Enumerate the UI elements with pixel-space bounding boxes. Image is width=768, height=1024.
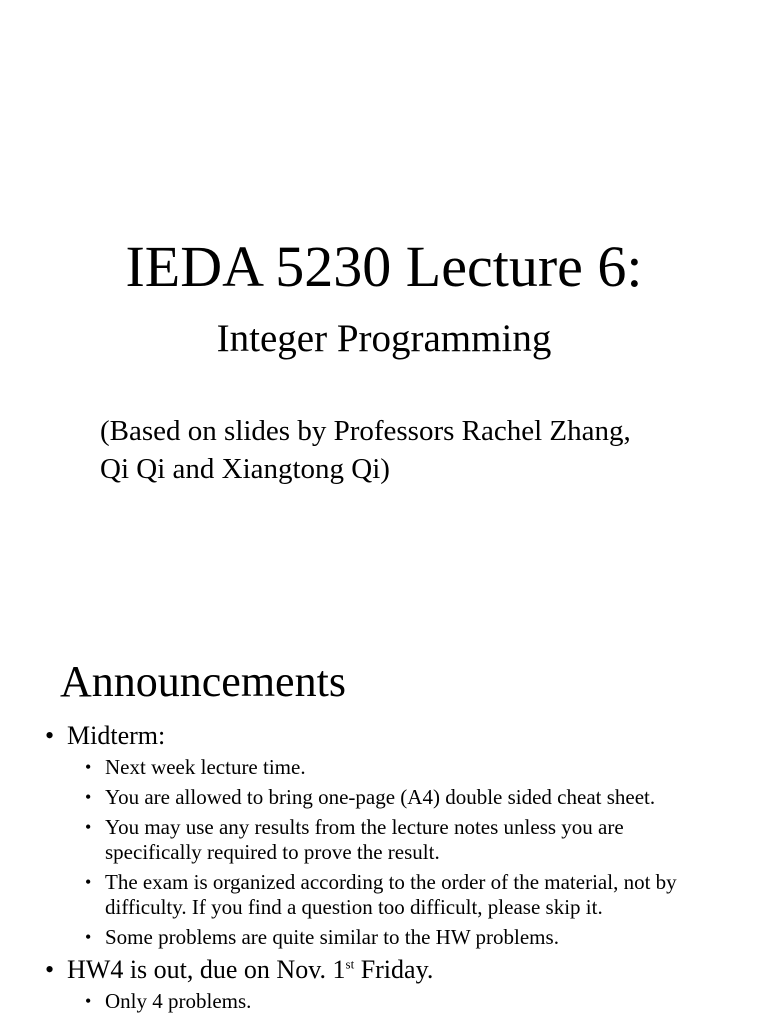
item-text: specifically required to prove the result. (105, 840, 440, 864)
list-item (67, 989, 755, 1014)
midterm-label: Midterm: (67, 721, 166, 750)
list-item-midterm (0, 721, 768, 950)
ordinal-suffix: st (345, 956, 355, 972)
list-item (67, 815, 755, 865)
slide-title: Announcements (60, 657, 346, 706)
item-text: The exam is organized according to the order of the material, not by (105, 870, 677, 894)
bullet-icon: • (85, 872, 92, 892)
item-text: You are allowed to bring one-page (A4) double sided cheat sheet. (105, 785, 656, 809)
announcements-slide (0, 512, 768, 1024)
list-item (67, 755, 755, 780)
credit-note (100, 412, 720, 488)
lecture-subtitle: Integer Programming (216, 317, 552, 360)
item-text: difficulty. If you find a question too difficult, please skip it. (105, 895, 603, 919)
item-text: Some problems are quite similar to the HW problems. (105, 925, 559, 949)
hw4-sublist (67, 989, 768, 1014)
bullet-icon: • (85, 757, 92, 777)
bullet-icon: • (85, 817, 92, 837)
list-item-hw4 (0, 955, 768, 1014)
bullet-icon: • (85, 991, 92, 1011)
bullet-icon: • (45, 955, 55, 984)
credit-line-1: (Based on slides by Professors Rachel Zhang, (100, 415, 631, 447)
item-text: Only 4 problems. (105, 989, 252, 1013)
list-item (67, 925, 755, 950)
item-text: Next week lecture time. (105, 755, 306, 779)
credit-line-2: Qi Qi and Xiangtong Qi) (100, 453, 390, 485)
midterm-sublist (67, 755, 768, 950)
bullet-icon: • (85, 787, 92, 807)
bullet-icon: • (45, 721, 55, 750)
bullet-icon: • (85, 927, 92, 947)
list-item (67, 870, 755, 920)
hw4-label: HW4 is out, due on Nov. 1st Friday. (67, 955, 434, 984)
announcement-list (0, 721, 768, 1019)
item-text: You may use any results from the lecture notes unless you are (105, 815, 624, 839)
lecture-title: IEDA 5230 Lecture 6: (125, 234, 643, 299)
list-item (67, 785, 755, 810)
